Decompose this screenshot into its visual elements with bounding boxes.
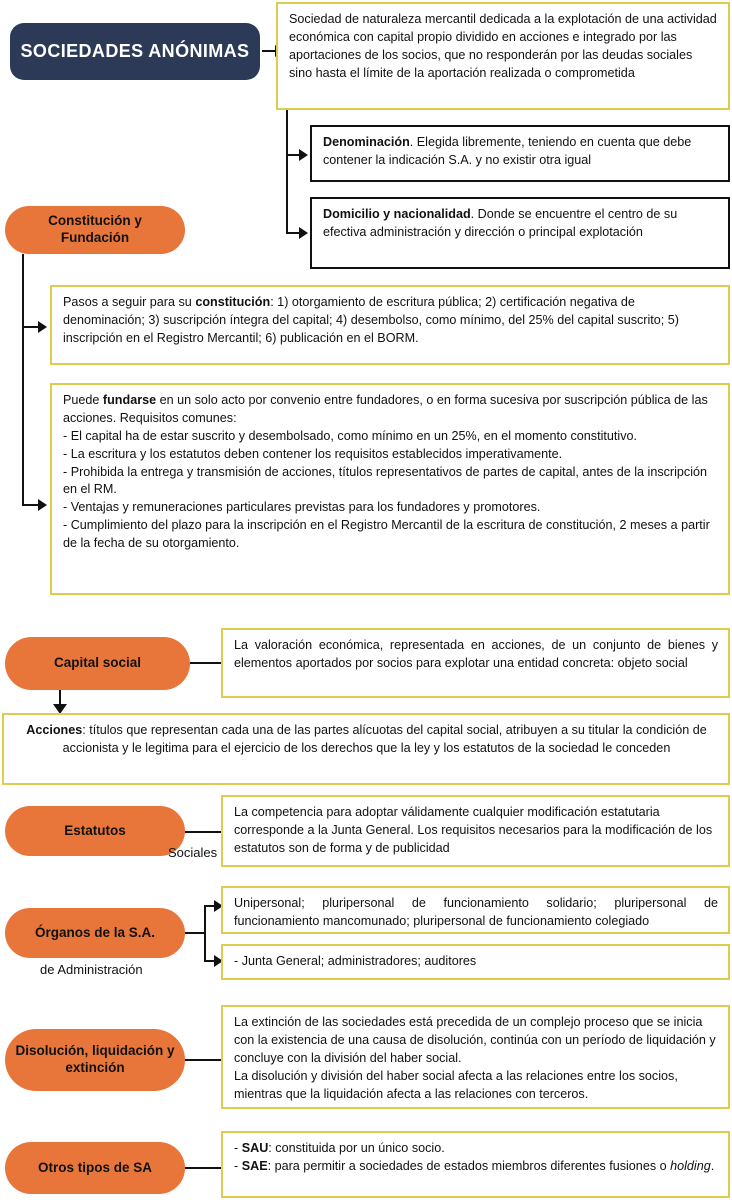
box-organos-lista	[221, 944, 730, 980]
connector-constitucion-trunk	[22, 254, 24, 506]
estatutos-text: La competencia para adoptar válidamente cualquier modificación estatutaria corresponde a la Junta General. Los requisitos necesarios para la modificación de los estatutos son de forma y de publicidad	[234, 805, 713, 855]
connector-organos-stem	[185, 932, 205, 934]
fundacion-item: - El capital ha de estar suscrito y desembolsado, como mínimo en un 25%, en el momento constitutivo.	[63, 428, 637, 443]
fundacion-item: - Ventajas y remuneraciones particulares previstas para los fundadores y promotores.	[63, 500, 541, 515]
arrowhead-denominacion	[299, 149, 308, 161]
estatutos-sociales-caption: Sociales	[168, 845, 218, 860]
box-otros-tipos	[221, 1131, 730, 1198]
box-denominacion	[310, 125, 730, 182]
connector-disolucion-to-box	[185, 1059, 221, 1061]
capital-social-label: Capital social	[53, 655, 142, 671]
organos-box1-text: Unipersonal; pluripersonal de funcionamiento solidario; pluripersonal de funcionamiento mancomunado; pluripersonal de funcionamiento colegiado	[234, 896, 718, 928]
sae-holding-italic: holding	[670, 1158, 711, 1173]
sae-prefix: -	[234, 1158, 242, 1173]
box-acciones	[2, 713, 730, 785]
pasos-pre: Pasos a seguir para su	[63, 295, 196, 309]
connector-otros-to-box	[185, 1167, 221, 1169]
connector-organos-trunk	[204, 905, 206, 962]
fundacion-item: - La escritura y los estatutos deben contener los requisitos establecidos imperativamente.	[63, 446, 563, 461]
fundacion-rest: en un solo acto por convenio entre fundadores, o en forma sucesiva por suscripción pública de las acciones. Requisitos comunes:	[63, 393, 708, 425]
sae-rest: : para permitir a sociedades de estados miembros diferentes fusiones o	[267, 1158, 671, 1173]
acciones-rest: : títulos que representan cada una de las partes alícuotas del capital social, atribuyen a su titular la condición de accionista y le legitima para el ejercicio de los derechos que la ley y los estatutos de la sociedad le conceden	[62, 723, 707, 755]
otros-tipos-label: Otros tipos de SA	[37, 1159, 152, 1175]
box-domicilio	[310, 197, 730, 269]
domicilio-rest: . Donde se encuentre el centro de su efectiva administración y dirección o principal explotación	[323, 207, 678, 239]
fundacion-item: - Cumplimiento del plazo para la inscripción en el Registro Mercantil de la escritura de constitución, 2 meses a partir de la fecha de su otorgamiento.	[63, 518, 710, 550]
node-estatutos[interactable]	[5, 806, 185, 856]
disolucion-label: Disolución, liquidación y extinción	[15, 1043, 175, 1075]
organos-box2-text: - Junta General; administradores; auditores	[234, 954, 477, 968]
denominacion-lead: Denominación	[323, 135, 410, 149]
node-constitucion-y-fundacion[interactable]	[5, 206, 185, 254]
connector-capital-to-box	[190, 662, 222, 664]
box-definition	[276, 2, 730, 110]
otros-tipos-sau-line	[234, 1140, 718, 1158]
organos-label: Órganos de la S.A.	[34, 924, 156, 940]
node-organos-sa[interactable]	[5, 908, 185, 958]
node-capital-social[interactable]	[5, 637, 190, 690]
estatutos-label: Estatutos	[64, 822, 126, 838]
disolucion-para-2: La disolución y división del haber social afecta a las relaciones entre los socios, mientras que la liquidación afecta a las relaciones con terceros.	[234, 1068, 678, 1101]
box-estatutos	[221, 795, 730, 867]
node-sociedades-anonimas[interactable]	[10, 23, 260, 80]
box-organos-tipos	[221, 886, 730, 934]
sau-prefix: -	[234, 1141, 242, 1155]
arrowhead-fundacion	[38, 499, 47, 511]
arrowhead-pasos	[38, 321, 47, 333]
organos-administracion-caption: de Administración	[40, 962, 143, 977]
sau-lead: SAU	[241, 1141, 269, 1155]
domicilio-lead: Domicilio y nacionalidad	[323, 207, 471, 221]
sae-tail: .	[710, 1158, 715, 1173]
box-pasos-constitucion	[50, 285, 730, 365]
node-title-label: SOCIEDADES ANÓNIMAS	[20, 41, 250, 61]
node-disolucion[interactable]	[5, 1029, 185, 1091]
connector-definition-trunk	[286, 110, 288, 234]
fundacion-pre: Puede	[63, 393, 103, 407]
box-capital-social	[221, 628, 730, 698]
denominacion-rest: . Elegida libremente, teniendo en cuenta que debe contener la indicación S.A. y no existir otra igual	[323, 135, 692, 167]
box-fundacion	[50, 383, 730, 595]
box-disolucion	[221, 1005, 730, 1109]
fundacion-item: - Prohibida la entrega y transmisión de acciones, títulos representativos de partes de capital, antes de la inscripción en el RM.	[63, 464, 708, 497]
acciones-lead: Acciones	[26, 723, 83, 737]
definition-text: Sociedad de naturaleza mercantil dedicada a la explotación de una actividad económica con capital propio dividido en acciones e integrado por las aportaciones de los socios, que no responderán por las deudas sociales sino hasta el límite de la aportación realizada o comprometida	[289, 12, 717, 80]
constitucion-label: Constitución y Fundación	[48, 213, 142, 245]
pasos-rest: : 1) otorgamiento de escritura pública; 2) certificación negativa de denominación; 3) suscripción íntegra del capital; 4) desembolso, como mínimo, del 25% del capital suscrito; 5) inscripción en el Registro Mercantil; 6) publicación en el BORM.	[63, 295, 679, 345]
disolucion-para-1: La extinción de las sociedades está precedida de un complejo proceso que se inicia con la existencia de una causa de disolución, continúa con un período de liquidación y concluye con la división del haber social.	[234, 1015, 716, 1065]
pasos-lead: constitución	[195, 295, 271, 309]
node-otros-tipos-sa[interactable]	[5, 1142, 185, 1194]
sae-lead: SAE	[241, 1158, 268, 1173]
capital-social-text: La valoración económica, representada en acciones, de un conjunto de bienes y elementos aportados por socios para explotar una entidad concreta: objeto social	[234, 638, 718, 670]
fundacion-intro	[63, 392, 718, 428]
sau-rest: : constituida por un único socio.	[268, 1141, 445, 1155]
otros-tipos-sae-line	[234, 1158, 718, 1176]
connector-estatutos-to-box	[185, 831, 221, 833]
fundacion-lead: fundarse	[102, 393, 157, 407]
arrowhead-domicilio	[299, 227, 308, 239]
